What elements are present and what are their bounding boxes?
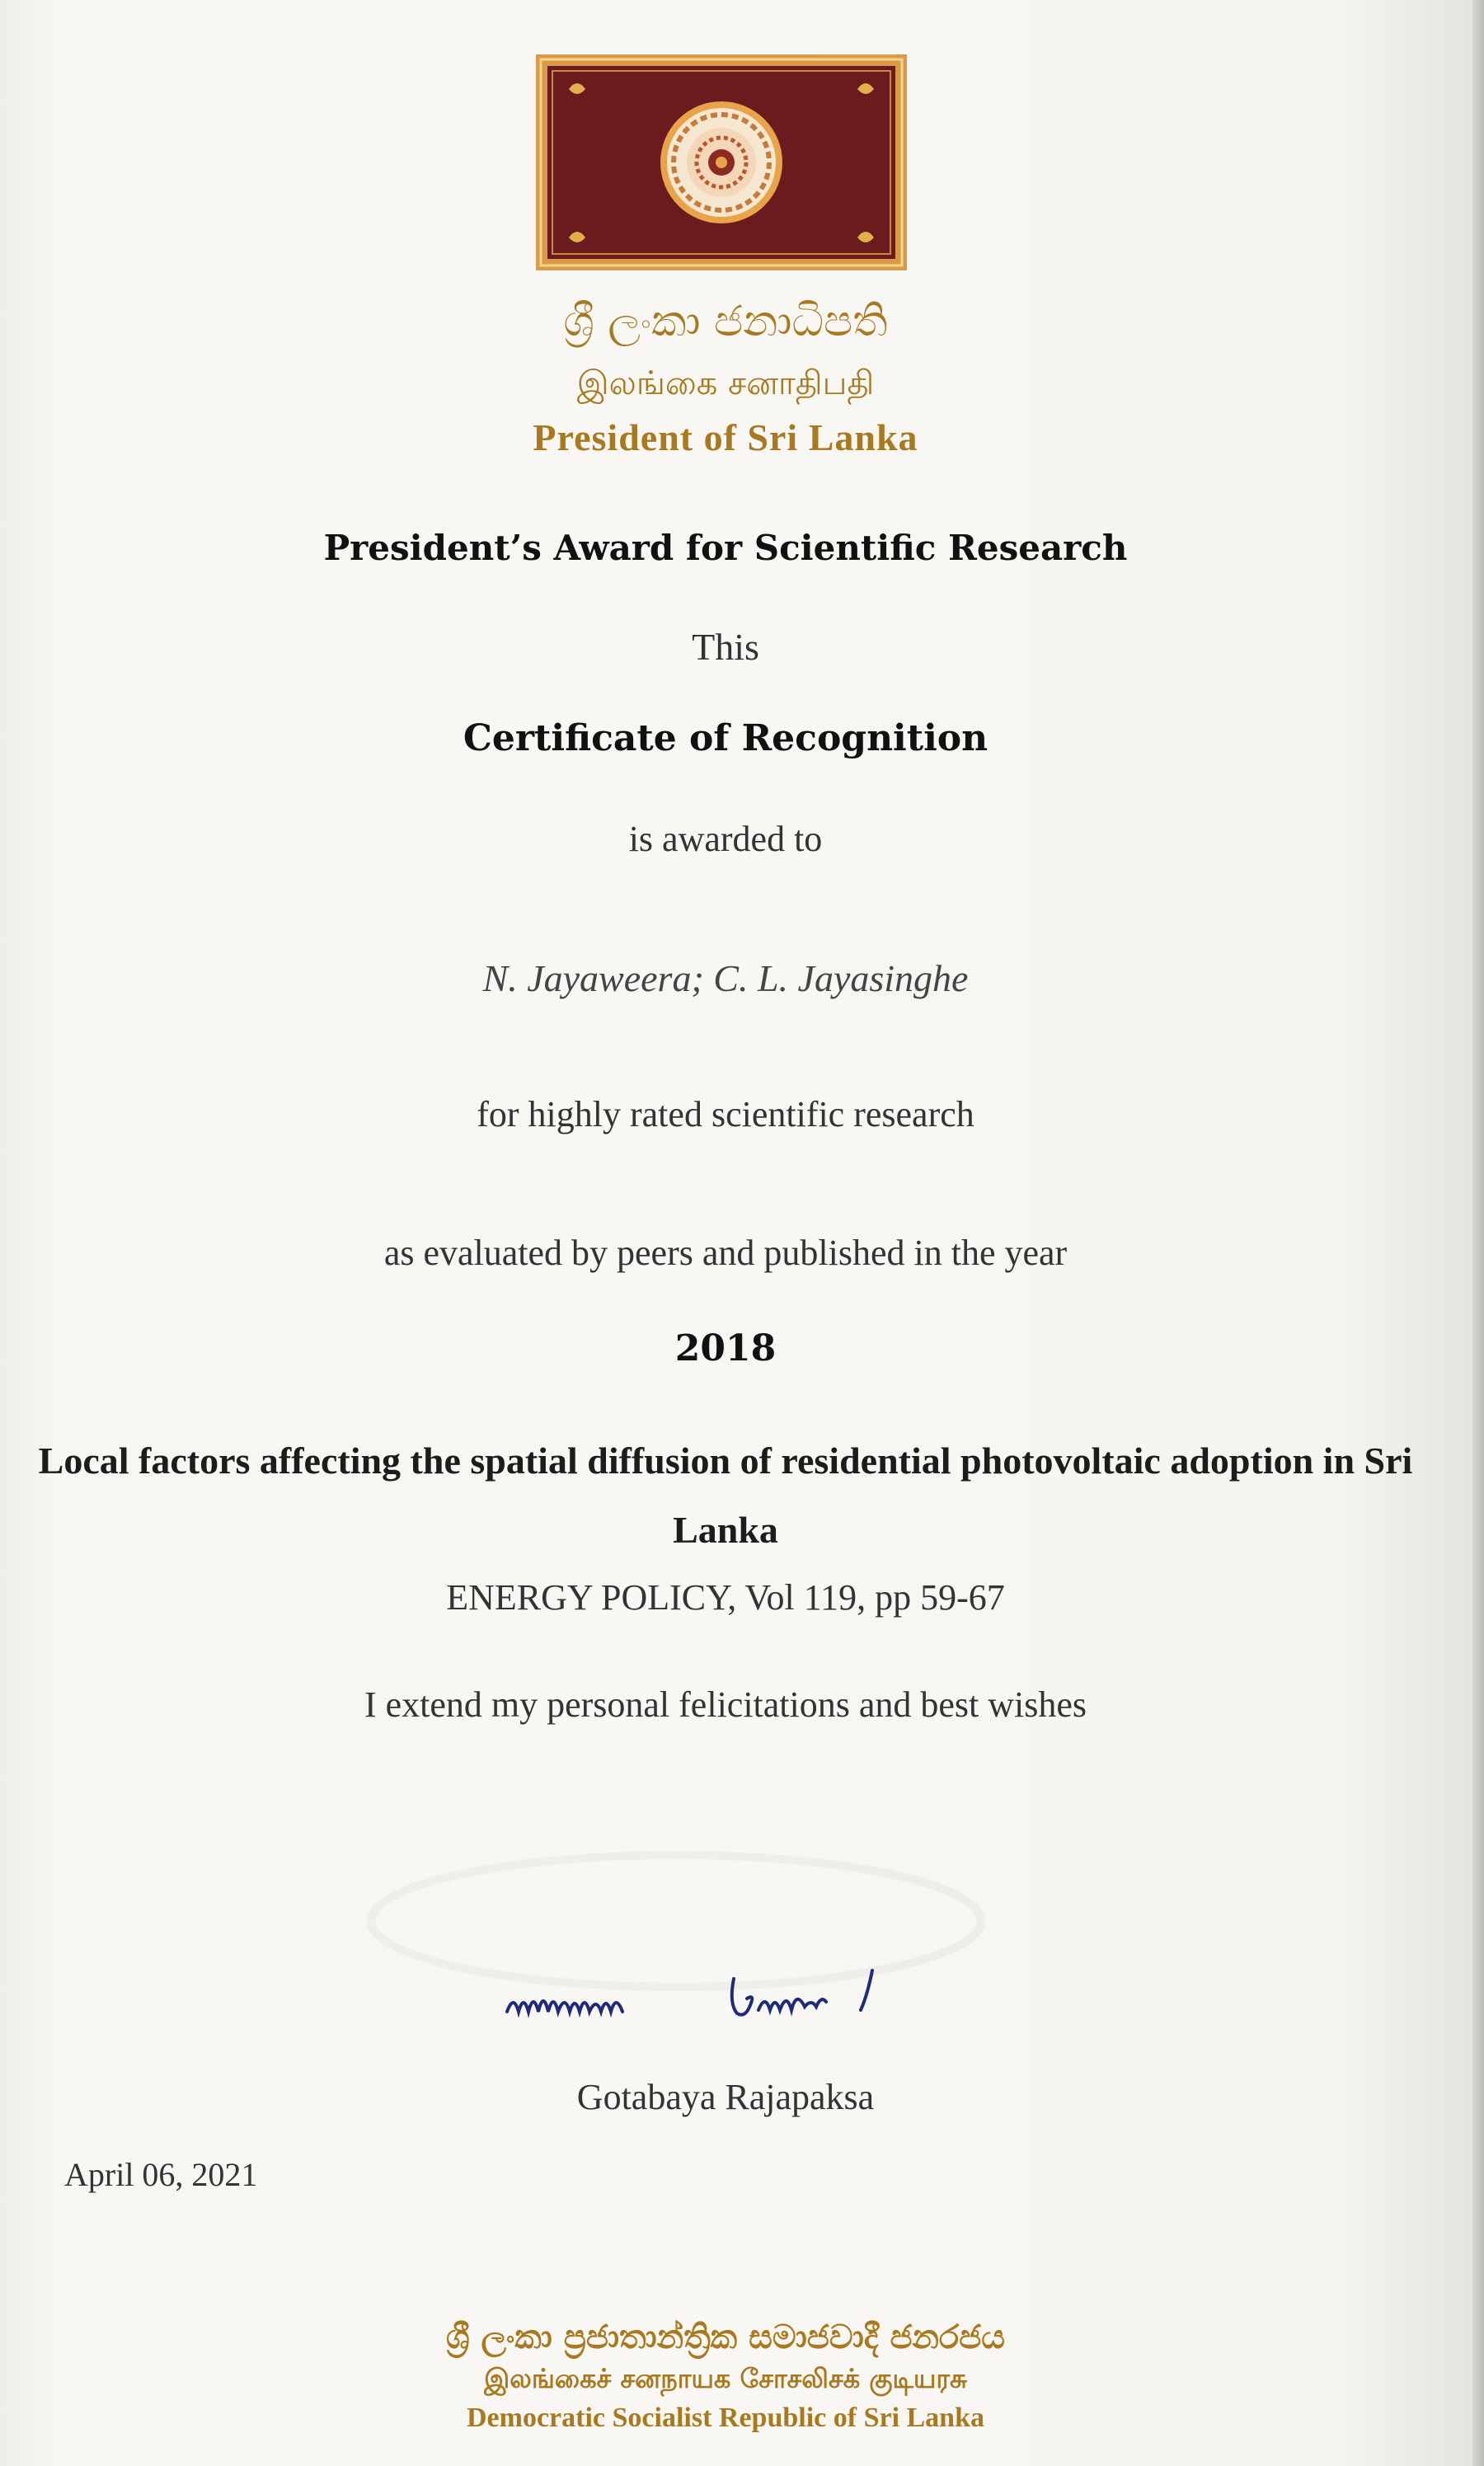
- award-title: President’s Award for Scientific Research: [323, 528, 1128, 568]
- issue-date: April 06, 2021: [64, 2156, 258, 2193]
- page-edge-shadow: [1472, 0, 1484, 2466]
- emblem-title-english: President of Sri Lanka: [533, 416, 918, 458]
- handwritten-signature: [503, 1962, 890, 2036]
- awarded-to-text: is awarded to: [628, 819, 823, 859]
- evaluation-text: as evaluated by peers and published in the year: [383, 1233, 1068, 1273]
- intro-text: This: [692, 626, 759, 668]
- certificate-title: Certificate of Recognition: [463, 717, 989, 759]
- footer-tamil: இலங்கைச் சனநாயக சோசலிசக் குடியரசு: [484, 2363, 967, 2394]
- paper-title: Local factors affecting the spatial diffusion of residential photovoltaic adoption in Sri Lanka: [38, 1440, 1413, 1551]
- emblem-title-sinhala: ශ්‍රී ලංකා ජනාධිපති: [563, 297, 888, 346]
- publication-year: 2018: [674, 1327, 777, 1369]
- footer-english: Democratic Socialist Republic of Sri Lanka: [466, 2403, 985, 2433]
- presidential-emblem: [536, 54, 907, 270]
- signatory-name: Gotabaya Rajapaksa: [576, 2077, 875, 2117]
- felicitations-text: I extend my personal felicitations and best wishes: [364, 1684, 1087, 1725]
- journal-citation: ENERGY POLICY, Vol 119, pp 59-67: [446, 1577, 1005, 1618]
- research-text: for highly rated scientific research: [477, 1094, 974, 1134]
- recipient-names: N. Jayaweera; C. L. Jayasinghe: [482, 957, 969, 999]
- footer-sinhala: ශ්‍රී ලංකා ප්‍රජාතාන්ත්‍රික සමාජවාදී ජනරජය: [445, 2318, 1006, 2356]
- emblem-title-tamil: இலங்கை சனாதிபதி: [576, 364, 875, 402]
